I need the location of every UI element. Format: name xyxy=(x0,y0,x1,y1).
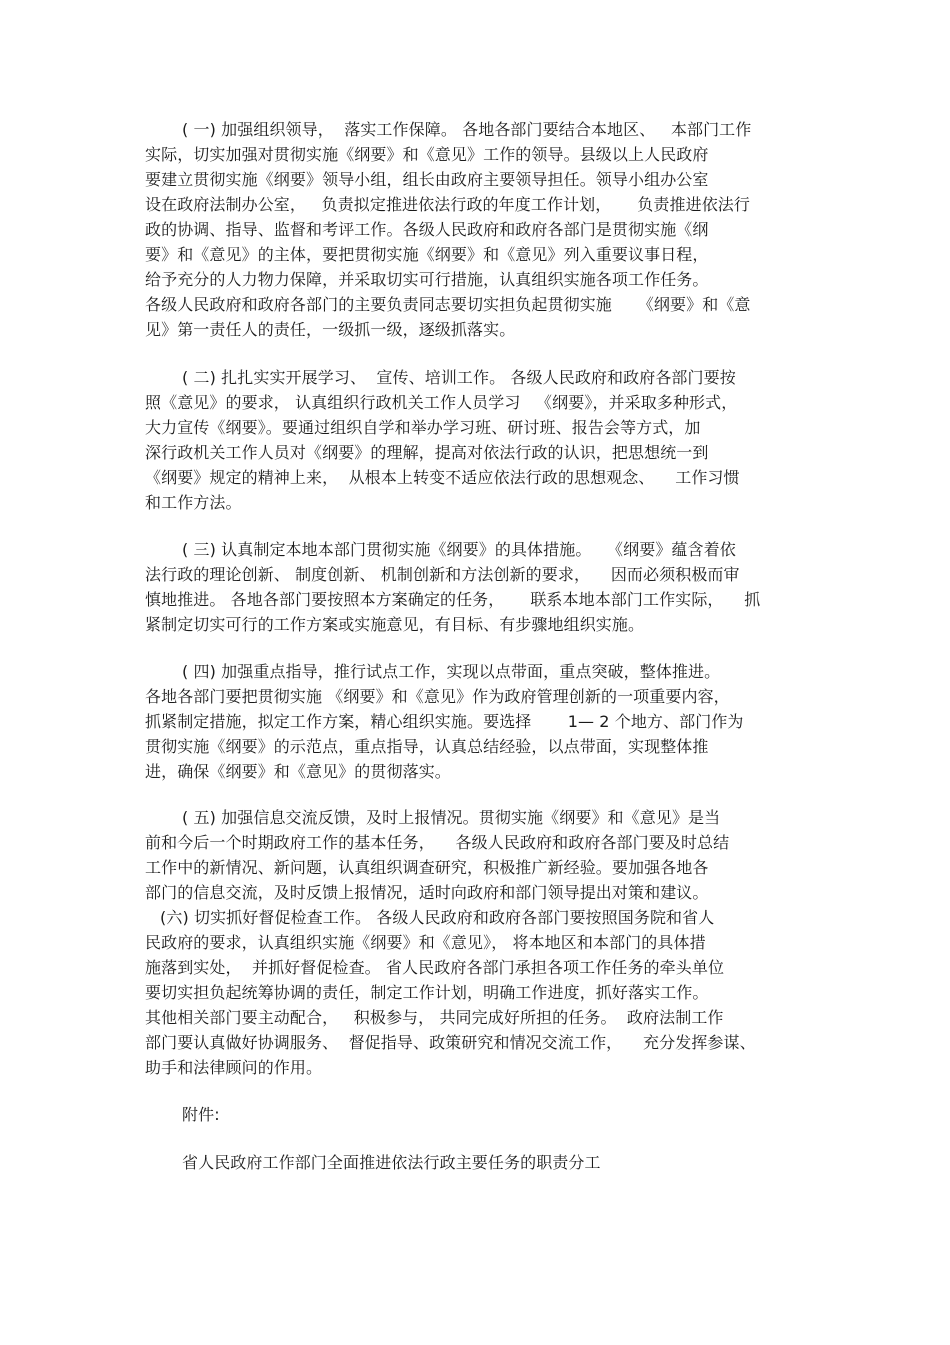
text-line: 给予充分的人力物力保障，并采取切实可行措施，认真组织实施各项工作任务。 xyxy=(145,270,709,289)
text-line: ( 二) 扎扎实实开展学习、 宣传、培训工作。 各级人民政府和政府各部门要按 xyxy=(182,368,736,387)
text-line: 和工作方法。 xyxy=(145,493,242,512)
text-line: 要建立贯彻实施《纲要》领导小组，组长由政府主要领导担任。领导小组办公室 xyxy=(145,170,709,189)
text-line: 见》第一责任人的责任，一级抓一级，逐级抓落实。 xyxy=(145,320,516,339)
text-line: 助手和法律顾问的作用。 xyxy=(145,1058,323,1077)
text-line: ( 五) 加强信息交流反馈，及时上报情况。贯彻实施《纲要》和《意见》是当 xyxy=(182,808,721,827)
text-line: 部门要认真做好协调服务、 督促指导、政策研究和情况交流工作， 充分发挥参谋、 xyxy=(145,1033,756,1052)
text-line: 慎地推进。 各地各部门要按照本方案确定的任务， 联系本地本部门工作实际， 抓 xyxy=(145,590,761,609)
text-line: 各级人民政府和政府各部门的主要负责同志要切实担负起贯彻实施 《纲要》和《意 xyxy=(145,295,751,314)
text-line: 前和今后一个时期政府工作的基本任务， 各级人民政府和政府各部门要及时总结 xyxy=(145,833,730,852)
text-line: (六) 切实抓好督促检查工作。 各级人民政府和政府各部门要按照国务院和省人 xyxy=(160,908,715,927)
text-line: 《纲要》规定的精神上来， 从根本上转变不适应依法行政的思想观念、 工作习惯 xyxy=(145,468,740,487)
text-line: ( 三) 认真制定本地本部门贯彻实施《纲要》的具体措施。 《纲要》蕴含着依 xyxy=(182,540,736,559)
text-line: 大力宣传《纲要》。要通过组织自学和举办学习班、研讨班、报告会等方式，加 xyxy=(145,418,701,437)
text-line: 其他相关部门要主动配合， 积极参与， 共同完成好所担的任务。 政府法制工作 xyxy=(145,1008,724,1027)
text-line: 设在政府法制办公室， 负责拟定推进依法行政的年度工作计划， 负责推进依法行 xyxy=(145,195,750,214)
text-line: 要》和《意见》的主体，要把贯彻实施《纲要》和《意见》列入重要议事日程， xyxy=(145,245,709,264)
text-line: 省人民政府工作部门全面推进依法行政主要任务的职责分工 xyxy=(182,1153,601,1172)
text-line: 民政府的要求，认真组织实施《纲要》和《意见》， 将本地区和本部门的具体措 xyxy=(145,933,706,952)
text-line: 工作中的新情况、新问题，认真组织调查研究，积极推广新经验。要加强各地各 xyxy=(145,858,709,877)
text-line: 紧制定切实可行的工作方案或实施意见，有目标、有步骤地组织实施。 xyxy=(145,615,645,634)
text-line: 进，确保《纲要》和《意见》的贯彻落实。 xyxy=(145,762,451,781)
text-line: 抓紧制定措施，拟定工作方案，精心组织实施。要选择 1— 2 个地方、部门作为 xyxy=(145,712,744,731)
text-line: 照《意见》的要求， 认真组织行政机关工作人员学习 《纲要》，并采取多种形式， xyxy=(145,393,738,412)
text-line: 部门的信息交流，及时反馈上报情况，适时向政府和部门领导提出对策和建议。 xyxy=(145,883,709,902)
text-line: 深行政机关工作人员对《纲要》的理解，提高对依法行政的认识，把思想统一到 xyxy=(145,443,709,462)
text-line: 各地各部门要把贯彻实施 《纲要》和《意见》作为政府管理创新的一项重要内容， xyxy=(145,687,730,706)
text-line: 附件: xyxy=(182,1105,220,1124)
text-line: 法行政的理论创新、 制度创新、 机制创新和方法创新的要求， 因而必须积极而审 xyxy=(145,565,740,584)
text-line: 施落到实处， 并抓好督促检查。 省人民政府各部门承担各项工作任务的牵头单位 xyxy=(145,958,725,977)
text-line: 实际，切实加强对贯彻实施《纲要》和《意见》工作的领导。县级以上人民政府 xyxy=(145,145,709,164)
text-line: 政的协调、指导、监督和考评工作。各级人民政府和政府各部门是贯彻实施《纲 xyxy=(145,220,709,239)
text-line: 贯彻实施《纲要》的示范点，重点指导，认真总结经验，以点带面，实现整体推 xyxy=(145,737,709,756)
text-line: ( 一) 加强组织领导， 落实工作保障。 各地各部门要结合本地区、 本部门工作 xyxy=(182,120,752,139)
text-line: ( 四) 加强重点指导，推行试点工作，实现以点带面，重点突破，整体推进。 xyxy=(182,662,721,681)
text-line: 要切实担负起统筹协调的责任，制定工作计划，明确工作进度，抓好落实工作。 xyxy=(145,983,709,1002)
